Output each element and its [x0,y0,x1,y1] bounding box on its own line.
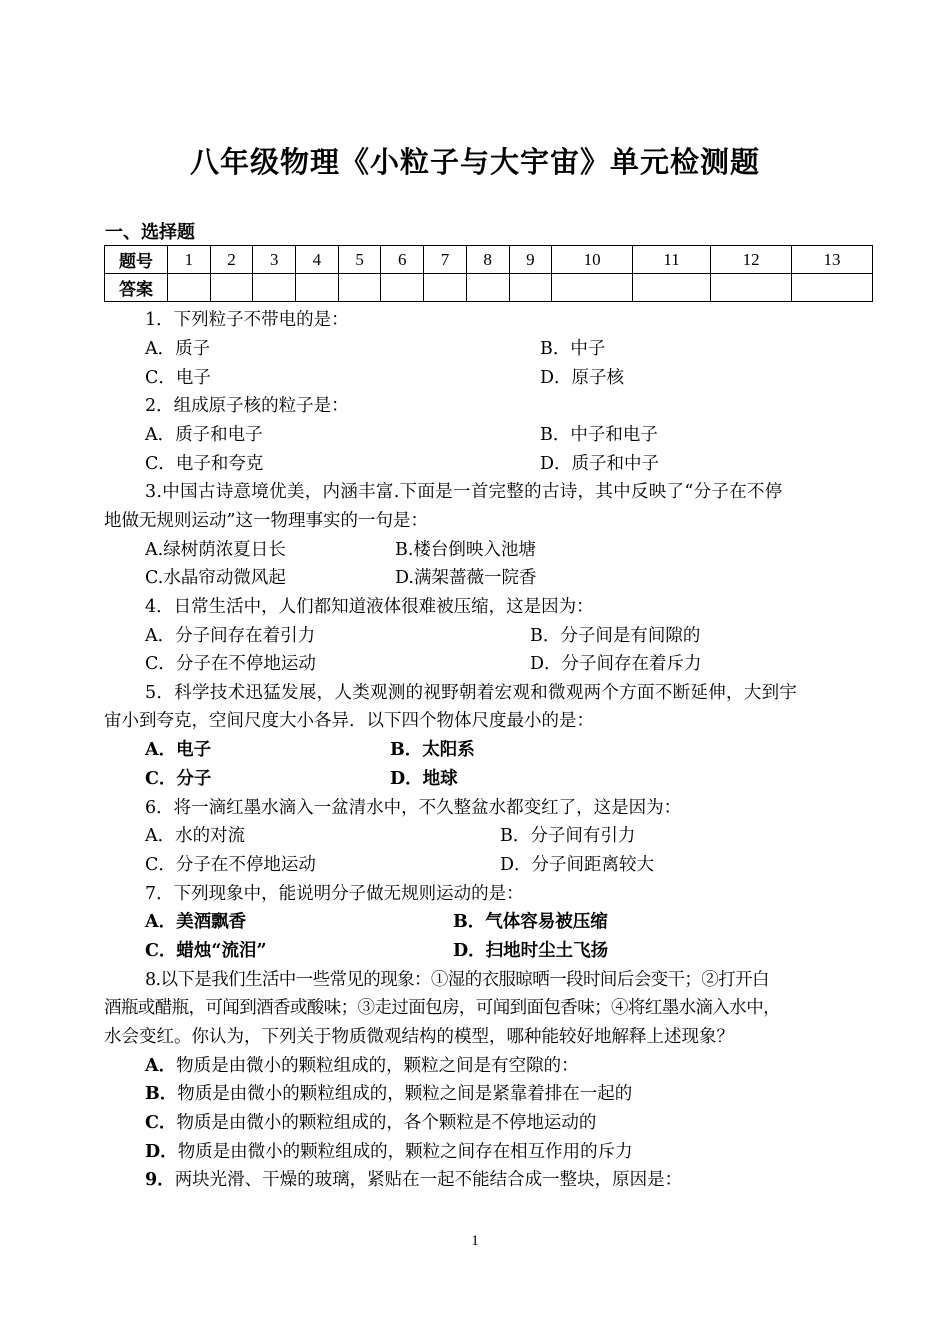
question-number: 3 [253,246,296,274]
page-title: 八年级物理《小粒子与大宇宙》单元检测题 [189,145,760,179]
row-label: 答案 [105,274,168,302]
question-stem: 8.以下是我们生活中一些常见的现象：①湿的衣服晾晒一段时间后会变干；②打开白 [145,970,769,990]
option: B．中子 [540,339,606,359]
answer-cell [424,274,467,302]
question-stem: 6．将一滴红墨水滴入一盆清水中，不久整盆水都变红了，这是因为： [145,798,682,818]
option: A．质子 [145,339,211,359]
answer-cell [552,274,633,302]
option: D．分子间存在着斥力 [530,654,702,674]
answer-cell [466,274,509,302]
option: A．水的对流 [145,826,246,846]
question-number: 1 [168,246,211,274]
answer-cell [792,274,873,302]
question-number: 9 [509,246,552,274]
option: D．地球 [390,769,458,789]
answer-cell [338,274,381,302]
answer-cell [296,274,339,302]
question-stem: 3.中国古诗意境优美，内涵丰富.下面是一首完整的古诗，其中反映了“分子在不停 [145,482,783,502]
option: B．气体容易被压缩 [453,912,608,932]
answer-cell [711,274,792,302]
question-number: 8 [466,246,509,274]
option: A．美酒飘香 [145,912,247,932]
option: B．中子和电子 [540,425,658,445]
option: C．蜡烛“流泪” [145,941,267,961]
question-stem: 7．下列现象中，能说明分子做无规则运动的是： [145,884,524,904]
option: D．原子核 [540,368,625,388]
option: D.满架蔷薇一院香 [395,568,537,588]
question-stem: 4．日常生活中，人们都知道液体很难被压缩，这是因为： [145,597,594,617]
option: C．分子在不停地运动 [145,855,316,875]
question-number: 13 [792,246,873,274]
section-heading: 一、选择题 [105,222,195,243]
question-number: 5 [338,246,381,274]
question-stem: 1．下列粒子不带电的是： [145,310,349,330]
option: C．分子 [145,769,212,789]
question-stem: 2．组成原子核的粒子是： [145,396,349,416]
option: C．电子和夸克 [145,454,264,474]
question-number: 6 [381,246,424,274]
answer-cell [381,274,424,302]
option: C．物质是由微小的颗粒组成的，各个颗粒是不停地运动的 [145,1113,597,1133]
question-number: 12 [711,246,792,274]
option: A．分子间存在着引力 [145,626,316,646]
option: B．分子间是有间隙的 [530,626,701,646]
table-row [105,246,873,274]
question-stem: 水会变红。你认为，下列关于物质微观结构的模型，哪种能较好地解释上述现象？ [104,1027,734,1047]
option: B．太阳系 [390,740,475,760]
option: D．分子间距离较大 [500,855,655,875]
table-row [105,274,873,302]
row-label: 题号 [105,246,168,274]
option: C．电子 [145,368,211,388]
question-stem: 5．科学技术迅猛发展，人类观测的视野朝着宏观和微观两个方面不断延伸，大到宇 [145,683,798,703]
question-number: 2 [210,246,253,274]
answer-table [104,245,873,302]
answer-cell [210,274,253,302]
page-number: 1 [471,1233,479,1249]
answer-cell [253,274,296,302]
question-stem: 9．两块光滑、干燥的玻璃，紧贴在一起不能结合成一整块，原因是： [145,1170,683,1190]
option: C．分子在不停地运动 [145,654,316,674]
option: C.水晶帘动微风起 [145,568,286,588]
answer-cell [633,274,711,302]
question-number: 7 [424,246,467,274]
option: D．扫地时尘土飞扬 [453,941,609,961]
option: D．质子和中子 [540,454,660,474]
question-number: 10 [552,246,633,274]
option: A．电子 [145,740,212,760]
question-number: 11 [633,246,711,274]
option: A.绿树荫浓夏日长 [145,540,286,560]
question-stem: 地做无规则运动”这一物理事实的一句是： [104,511,428,531]
option: D．物质是由微小的颗粒组成的，颗粒之间存在相互作用的斥力 [145,1142,633,1162]
question-number: 4 [296,246,339,274]
question-stem: 宙小到夸克，空间尺度大小各异．以下四个物体尺度最小的是： [104,711,594,731]
question-stem: 酒瓶或醋瓶，可闻到酒香或酸味；③走过面包房，可闻到面包香味；④将红墨水滴入水中， [104,998,780,1018]
answer-cell [168,274,211,302]
option: B．物质是由微小的颗粒组成的，颗粒之间是紧靠着排在一起的 [145,1084,633,1104]
option: A．物质是由微小的颗粒组成的，颗粒之间是有空隙的： [145,1056,579,1076]
answer-cell [509,274,552,302]
option: B.楼台倒映入池塘 [395,540,536,560]
option: B．分子间有引力 [500,826,636,846]
option: A．质子和电子 [145,425,263,445]
